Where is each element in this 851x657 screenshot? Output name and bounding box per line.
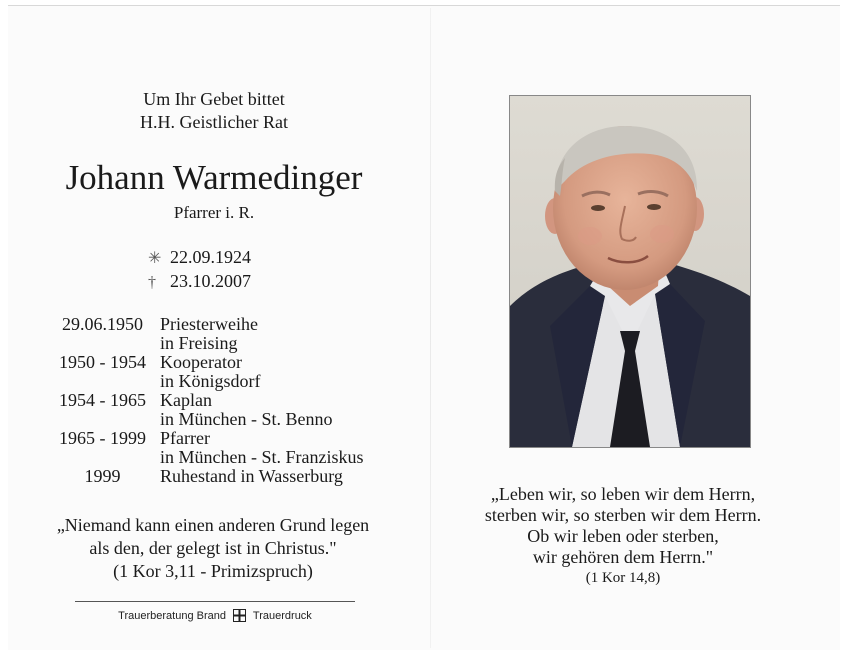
biography	[45, 315, 415, 486]
bio-line: in München - St. Benno	[160, 409, 333, 429]
intro-line-2: H.H. Geistlicher Rat	[140, 112, 288, 132]
death-cross-icon: †	[148, 274, 156, 291]
bible-quote	[448, 484, 798, 589]
quote-reference: (1 Kor 14,8)	[585, 570, 661, 586]
birth-star-icon: ✳	[148, 250, 162, 267]
quote-line: sterben wir, so sterben wir dem Herrn.	[484, 505, 762, 525]
bio-line: Kaplan	[160, 390, 212, 410]
birth-row	[148, 246, 251, 270]
bio-text	[160, 353, 415, 391]
intro-text	[80, 88, 348, 134]
quote-line: „Niemand kann einen anderen Grund legen	[56, 515, 370, 535]
primiz-quote	[28, 514, 398, 583]
footer-divider	[75, 601, 355, 602]
bio-entry	[45, 315, 415, 353]
bio-year: 1999	[84, 466, 121, 486]
bio-text	[160, 315, 415, 353]
quote-line: „Leben wir, so leben wir dem Herrn,	[490, 484, 756, 504]
birth-date: 22.09.1924	[170, 247, 251, 267]
card-fold	[430, 8, 431, 648]
bio-text	[160, 391, 415, 429]
portrait-illustration	[510, 96, 750, 447]
footer-right-text: Trauerdruck	[252, 610, 312, 622]
portrait-photo	[509, 95, 751, 448]
bio-year: 1965 - 1999	[59, 428, 146, 448]
bio-line: in Königsdorf	[160, 371, 261, 391]
death-row	[148, 270, 251, 294]
bio-entry	[45, 429, 415, 467]
bio-line: Pfarrer	[160, 428, 210, 448]
bio-text	[160, 429, 415, 467]
quote-reference: (1 Kor 3,11 - Primizspruch)	[113, 561, 313, 581]
death-date: 23.10.2007	[170, 271, 251, 291]
footer-left-text: Trauerberatung Brand	[118, 610, 226, 622]
deceased-name: Johann Warmedinger	[65, 158, 363, 197]
bio-year: 1954 - 1965	[59, 390, 146, 410]
bio-text	[160, 467, 415, 486]
quote-line: wir gehören dem Herrn."	[532, 547, 714, 567]
printer-footer	[75, 609, 355, 622]
bio-line: Kooperator	[160, 352, 242, 372]
bio-line: Ruhestand in Wasserburg	[160, 466, 343, 486]
bio-entry	[45, 353, 415, 391]
bio-year: 29.06.1950	[62, 314, 143, 334]
life-dates	[148, 246, 251, 294]
bio-line: Priesterweihe	[160, 314, 258, 334]
quote-line: als den, der gelegt ist in Christus."	[89, 538, 337, 558]
bio-entry	[45, 467, 415, 486]
quote-line: Ob wir leben oder sterben,	[527, 526, 719, 546]
bio-line: in Freising	[160, 333, 238, 353]
bio-year: 1950 - 1954	[59, 352, 146, 372]
intro-line-1: Um Ihr Gebet bittet	[143, 89, 285, 109]
cross-logo-icon	[233, 609, 246, 622]
bio-line: in München - St. Franziskus	[160, 447, 364, 467]
deceased-title: Pfarrer i. R.	[173, 203, 255, 222]
bio-entry	[45, 391, 415, 429]
